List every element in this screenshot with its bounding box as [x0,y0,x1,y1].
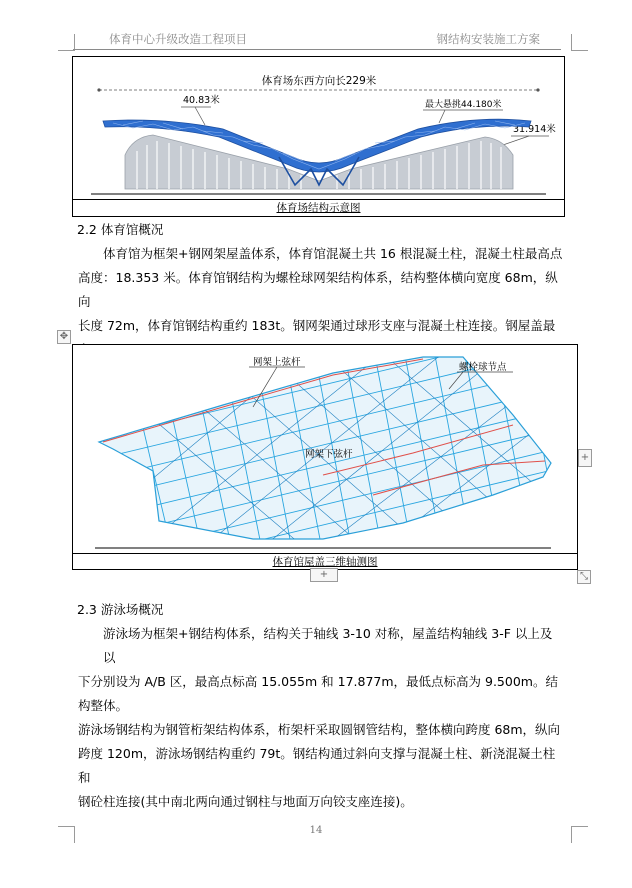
table-resize-handle[interactable]: ⤡ [577,570,591,584]
add-row-button[interactable]: + [310,568,338,582]
paragraph-line: 游泳场钢结构为钢管桁架结构体系，桁架杆采取圆钢管结构，整体横向跨度 68m，纵向 [78,722,561,737]
label-right-height: 31.914米 [513,124,556,135]
figure-stadium[interactable] [72,56,565,217]
figure-caption-stadium: 体育场结构示意图 [276,202,361,214]
label-max-cantilever: 最大悬挑44.180米 [425,100,502,110]
section-heading-swimming: 2.3 游泳场概况 [77,602,164,617]
label-upper-chord: 网架上弦杆 [253,357,301,368]
label-lower-chord: 网架下弦杆 [305,449,353,460]
header-project-name: 体育中心升级改造工程项目 [109,32,247,46]
header-document-title: 钢结构安装施工方案 [436,32,540,46]
paragraph-line: 跨度 120m，游泳场钢结构重约 79t。钢结构通过斜向支撑与混凝土柱、新浇混凝土柱和 [78,746,556,785]
paragraph-swimming [78,622,564,814]
paragraph-line: 长度 72m，体育馆钢结构重约 183t。钢网架通过球形支座与混凝土柱连接。钢屋盖最 [78,318,556,333]
paragraph-line: 游泳场为框架+钢结构体系，结构关于轴线 3-10 对称，屋盖结构轴线 3-F 以上及以 [103,626,553,665]
gymnasium-roof-illustration [73,345,577,553]
stadium-illustration [73,57,564,199]
paragraph-line: 高度：18.353 米。体育馆钢结构为螺栓球网架结构体系，结构整体横向宽度 68m，纵向 [78,270,558,309]
paragraph-line: 下分别设为 A/B 区，最高点标高 15.055m 和 17.877m，最低点标高为 9.500m。结构整体。 [78,674,558,713]
table-move-handle[interactable]: ✥ [57,330,71,344]
figure-gymnasium-roof[interactable] [72,344,578,570]
label-left-height: 40.83米 [183,95,220,106]
corner-mark-top-right [571,34,588,51]
header-divider [73,49,561,50]
label-bolt-ball-node: 螺栓球节点 [459,362,507,373]
figure-caption-gymnasium-roof: 体育馆屋盖三维轴测图 [272,556,378,568]
add-column-button[interactable]: + [578,449,592,467]
paragraph-line: 钢砼柱连接(其中南北两向通过钢柱与地面万向铰支座连接)。 [78,794,413,809]
section-heading-gymnasium: 2.2 体育馆概况 [77,222,164,237]
label-stadium-length: 体育场东西方向长229米 [261,75,377,87]
page-number: 14 [309,825,323,836]
paragraph-line: 体育馆为框架+钢网架屋盖体系，体育馆混凝土共 16 根混凝土柱，混凝土柱最高点 [103,246,563,261]
